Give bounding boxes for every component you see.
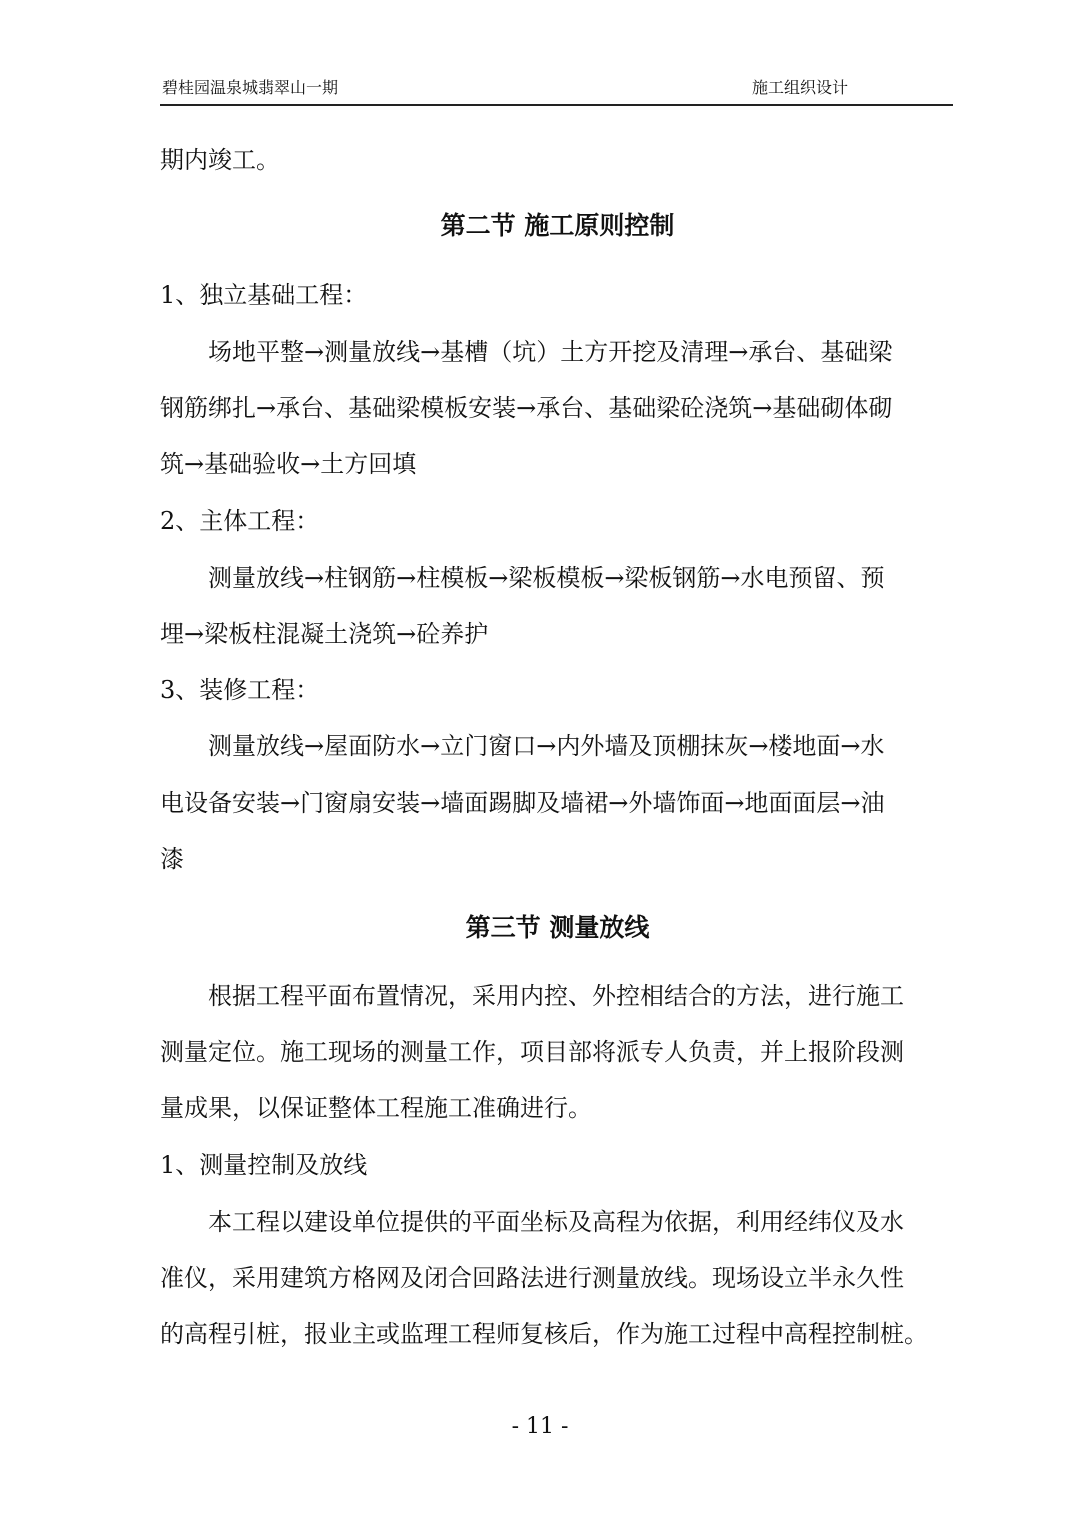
s3-para2-line-2: 准仪，采用建筑方格网及闭合回路法进行测量放线。现场设立半永久性: [160, 1264, 904, 1292]
s2-item3-line-3: 漆: [160, 845, 184, 873]
s3-para1-line-2: 测量定位。施工现场的测量工作，项目部将派专人负责，并上报阶段测: [160, 1038, 904, 1066]
s3-para1-line-1: 根据工程平面布置情况，采用内控、外控相结合的方法，进行施工: [208, 982, 904, 1010]
s3-para2-line-3: 的高程引桩，报业主或监理工程师复核后，作为施工过程中高程控制桩。: [160, 1320, 928, 1348]
header-document-title: 施工组织设计: [752, 78, 849, 97]
s3-para1-line-3: 量成果，以保证整体工程施工准确进行。: [160, 1094, 592, 1122]
s2-item3-line-2: 电设备安装→门窗扇安装→墙面踢脚及墙裙→外墙饰面→地面面层→油: [160, 789, 885, 817]
s2-item1-label: 1、独立基础工程：: [160, 281, 368, 309]
s3-item1-label: 1、测量控制及放线: [160, 1151, 368, 1179]
s2-item2-line-1: 测量放线→柱钢筋→柱模板→梁板模板→梁板钢筋→水电预留、预: [208, 564, 885, 592]
section-3-title: 第三节 测量放线: [465, 913, 650, 942]
page-number: - 11 -: [511, 1414, 569, 1439]
s2-item2-line-2: 埋→梁板柱混凝土浇筑→砼养护: [160, 620, 489, 648]
carry-over-line: 期内竣工。: [160, 146, 280, 174]
s2-item1-line-1: 场地平整→测量放线→基槽（坑）土方开挖及清理→承台、基础梁: [208, 338, 893, 366]
s3-para2-line-1: 本工程以建设单位提供的平面坐标及高程为依据，利用经纬仪及水: [208, 1208, 904, 1236]
header-project-name: 碧桂园温泉城翡翠山一期: [162, 78, 339, 97]
s2-item2-label: 2、主体工程：: [160, 507, 320, 535]
page-header: [160, 76, 953, 106]
section-2-title: 第二节 施工原则控制: [440, 211, 675, 240]
s2-item3-line-1: 测量放线→屋面防水→立门窗口→内外墙及顶棚抹灰→楼地面→水: [208, 732, 885, 760]
s2-item1-line-2: 钢筋绑扎→承台、基础梁模板安装→承台、基础梁砼浇筑→基础砌体砌: [160, 394, 893, 422]
s2-item3-label: 3、装修工程：: [160, 676, 320, 704]
s2-item1-line-3: 筑→基础验收→土方回填: [160, 450, 417, 478]
